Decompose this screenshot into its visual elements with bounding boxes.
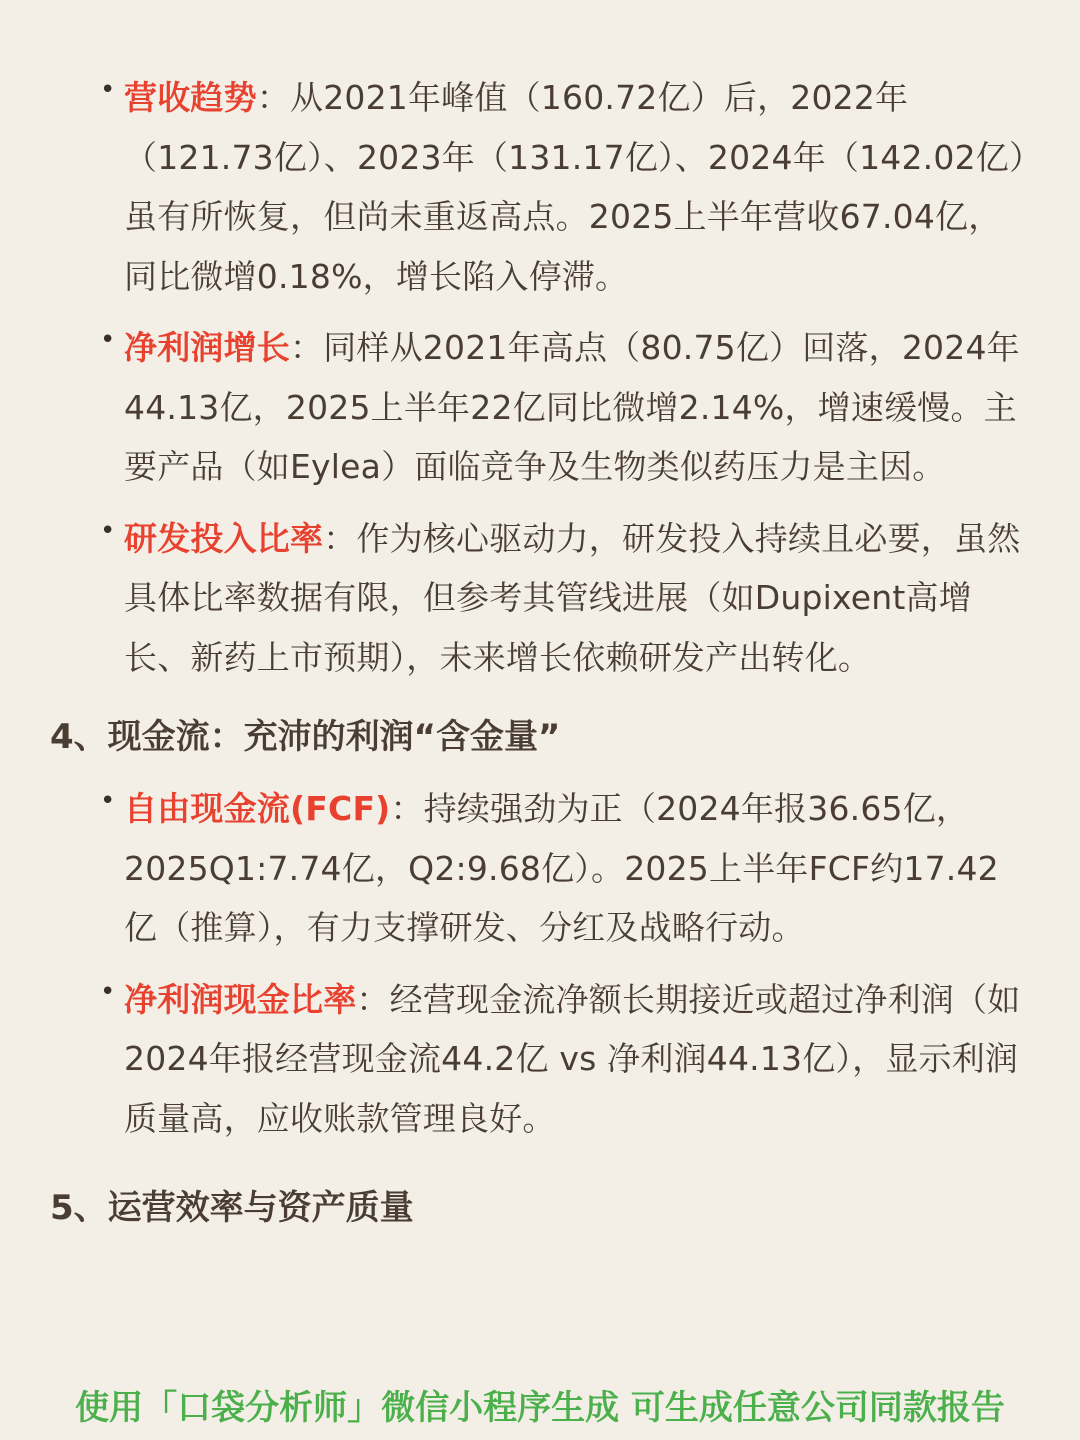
bullet-text: 从2021年峰值（160.72亿）后，2022年（121.73亿）、2023年（131.17亿）、2024年（142.02亿）虽有所恢复，但尚未重返高点。2025上半年营收67.04亿，同比微增0.18%，增长陷入停滞。 (124, 78, 1026, 296)
bullet-dot-icon: • (100, 75, 116, 105)
bullet-dot-icon: • (100, 976, 116, 1007)
section3-bullet-list (0, 0, 1080, 687)
section4-heading: 4、现金流：充沛的利润“含金量” (50, 717, 561, 757)
bullet-profit-cash-ratio (100, 970, 1030, 1149)
bullet-free-cash-flow (100, 779, 1030, 958)
bullet-colon: ： (256, 78, 291, 117)
bullet-label: 净利润现金比率 (124, 979, 357, 1019)
bullet-dot-icon: • (100, 786, 116, 816)
bullet-rd-ratio (100, 509, 1030, 688)
bullet-text: 同样从2021年高点（80.75亿）回落，2024年44.13亿，2025上半年22亿同比微增2.14%，增速缓慢。主要产品（如Eylea）面临竞争及生物类似药压力是主因。 (124, 328, 1020, 486)
section4-bullet-list (0, 779, 1080, 1148)
bullet-colon: ： (390, 789, 424, 828)
bullet-label: 自由现金流(FCF) (124, 789, 391, 828)
bullet-revenue-trend (100, 68, 1030, 306)
bullet-label: 营收趋势 (124, 78, 257, 117)
bullet-colon: ： (290, 328, 324, 367)
bullet-text: 经营现金流净额长期接近或超过净利润（如2024年报经营现金流44.2亿 vs 净利润44.13亿），显示利润质量高，应收账款管理良好。 (124, 979, 1021, 1138)
bullet-label: 研发投入比率 (124, 518, 324, 558)
bullet-net-profit-growth (100, 318, 1030, 497)
bullet-colon: ： (356, 979, 390, 1019)
bullet-dot-icon: • (100, 515, 116, 546)
section5-heading: 5、运营效率与资产质量 (50, 1188, 414, 1228)
bullet-label: 净利润增长 (124, 328, 290, 367)
bullet-dot-icon: • (100, 325, 116, 355)
footer-promo-text: 使用「口袋分析师」微信小程序生成 可生成任意公司同款报告 (75, 1388, 1005, 1428)
bullet-text: 持续强劲为正（2024年报36.65亿，2025Q1:7.74亿，Q2:9.68亿）。2025上半年FCF约17.42亿（推算），有力支撑研发、分红及战略行动。 (124, 789, 999, 947)
bullet-text: 作为核心驱动力，研发投入持续且必要，虽然具体比率数据有限，但参考其管线进展（如Dupixent高增长、新药上市预期），未来增长依赖研发产出转化。 (124, 518, 1021, 677)
bullet-colon: ： (323, 518, 357, 558)
